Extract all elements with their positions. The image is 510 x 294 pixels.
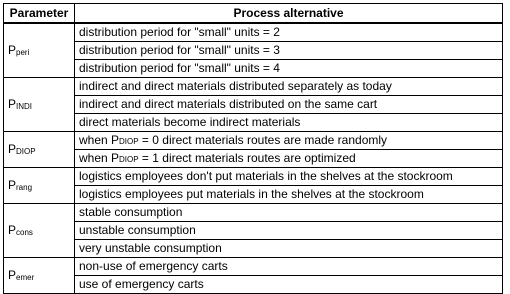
parameter-subscript: peri [16,48,30,57]
table-row [4,78,503,96]
alternative-cell: stable consumption [75,204,503,222]
alternative-cell: logistics employees don't put materials in the shelves at the stockroom [75,168,503,186]
table-row [4,222,503,240]
alternative-cell: unstable consumption [75,222,503,240]
parameter-cell-diop [4,132,75,168]
table-row [4,168,503,186]
parameter-subscript: cons [16,228,33,237]
table-row [4,150,503,168]
table-row [4,132,503,150]
parameter-cell-cons [4,204,75,258]
alternative-cell: direct materials become indirect materials [75,114,503,132]
alternative-text-before: when P [79,150,120,165]
alternative-cell: distribution period for "small" units = 3 [75,42,503,60]
alternative-text-after: = 1 direct materials routes are optimized [138,150,356,165]
parameter-subscript: INDI [16,102,33,111]
parameter-symbol: P [8,97,17,111]
parameter-cell-emer [4,258,75,294]
alternative-cell: indirect and direct materials distributed on the same cart [75,96,503,114]
parameter-symbol: P [8,43,17,57]
table-row [4,258,503,276]
alternative-cell: use of emergency carts [75,276,503,294]
parameter-symbol: P [8,223,17,237]
process-alternatives-table [3,3,503,294]
alternative-cell [75,150,503,168]
parameter-cell-rang [4,168,75,204]
parameter-subscript: DIOP [16,147,36,156]
alternative-cell: logistics employees put materials in the shelves at the stockroom [75,186,503,204]
alternative-cell: non-use of emergency carts [75,258,503,276]
table-row [4,96,503,114]
table-row [4,42,503,60]
alternative-cell [75,132,503,150]
table-row [4,23,503,42]
parameter-cell-indi [4,78,75,132]
alternative-cell: very unstable consumption [75,240,503,258]
table-row [4,240,503,258]
table-row [4,114,503,132]
parameter-subscript: emer [16,273,35,282]
process-alternative-column-header: Process alternative [75,4,503,24]
table-row [4,60,503,78]
parameter-subscript: rang [16,183,33,192]
parameter-column-header: Parameter [4,4,75,24]
table-row [4,276,503,294]
table-row [4,204,503,222]
parameter-symbol: P [8,268,17,282]
alternative-text-before: when P [79,132,120,147]
table-row [4,186,503,204]
parameter-cell-peri [4,23,75,78]
parameter-symbol: P [8,142,17,156]
alternative-text-after: = 0 direct materials routes are made randomly [138,132,388,147]
parameter-symbol: P [8,178,17,192]
alternative-cell: distribution period for "small" units = 4 [75,60,503,78]
table-header-row [4,4,503,24]
alternative-inline-subscript: DIOP [119,154,139,164]
alternative-cell: indirect and direct materials distributed separately as today [75,78,503,96]
alternative-cell: distribution period for "small" units = 2 [75,23,503,42]
alternative-inline-subscript: DIOP [119,136,139,146]
